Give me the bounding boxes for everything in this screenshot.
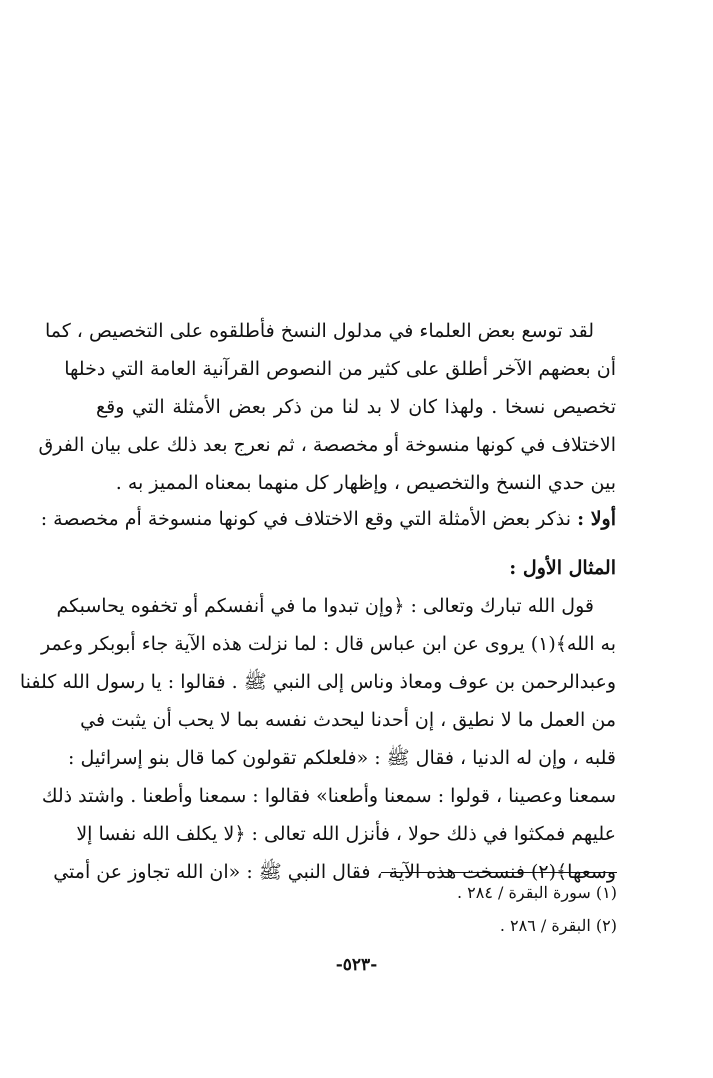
example-line-3: وعبدالرحمن بن عوف ومعاذ وناس إلى النبي ﷺ . فقالوا : يا رسول الله كلفنا <box>19 671 616 693</box>
example-line-7: عليهم فمكثوا في ذلك حولا ، فأنزل الله تعالى : ﴿لا يكلف الله نفسا إلا <box>76 823 616 845</box>
page-number: -٥٢٣- <box>335 955 378 975</box>
example-heading: المثال الأول : <box>509 557 616 579</box>
section-heading-label: أولا : <box>577 508 616 530</box>
intro-paragraph <box>38 312 616 502</box>
section-heading-line <box>40 500 616 538</box>
intro-line-2: أن بعضهم الآخر أطلق على كثير من النصوص القرآنية العامة التي دخلها <box>64 358 616 380</box>
example-line-4: من العمل ما لا نطيق ، إن أحدنا ليحدث نفسه بما لا يحب أن يثبت في <box>80 709 616 731</box>
example-heading-block <box>96 549 616 587</box>
footnote-1: (١) سورة البقرة / ٢٨٤ . <box>456 883 617 902</box>
footnotes <box>317 876 617 942</box>
intro-line-5: بين حدي النسخ والتخصيص ، وإظهار كل منهما بمعناه المميز به . <box>115 472 616 494</box>
example-line-8: وسعها﴾(٢) فنسخت هذه الآية ، فقال النبي ﷺ : «ان الله تجاوز عن أمتي <box>53 861 616 883</box>
example-paragraph <box>19 587 616 891</box>
footnote-divider <box>381 872 617 873</box>
footnote-2: (٢) البقرة / ٢٨٦ . <box>499 916 617 935</box>
intro-line-3: تخصيص نسخا . ولهذا كان لا بد لنا من ذكر بعض الأمثلة التي وقع <box>96 396 616 418</box>
example-line-6: سمعنا وعصينا ، قولوا : سمعنا وأطعنا» فقالوا : سمعنا وأطعنا . واشتد ذلك <box>41 785 616 807</box>
example-line-5: قلبه ، وإن له الدنيا ، فقال ﷺ : «فلعلكم تقولون كما قال بنو إسرائيل : <box>68 747 616 769</box>
intro-line-1: لقد توسع بعض العلماء في مدلول النسخ فأطلقوه على التخصيص ، كما <box>44 320 594 342</box>
example-line-1: قول الله تبارك وتعالى : ﴿وإن تبدوا ما في أنفسكم أو تخفوه يحاسبكم <box>56 595 594 617</box>
example-line-2: به الله﴾(١) يروى عن ابن عباس قال : لما نزلت هذه الآية جاء أبوبكر وعمر <box>41 633 616 655</box>
section-heading <box>40 500 616 538</box>
section-heading-text: نذكر بعض الأمثلة التي وقع الاختلاف في كونها منسوخة أم مخصصة : <box>40 508 578 530</box>
intro-line-4: الاختلاف في كونها منسوخة أو مخصصة ، ثم نعرج بعد ذلك على بيان الفرق <box>38 434 616 456</box>
